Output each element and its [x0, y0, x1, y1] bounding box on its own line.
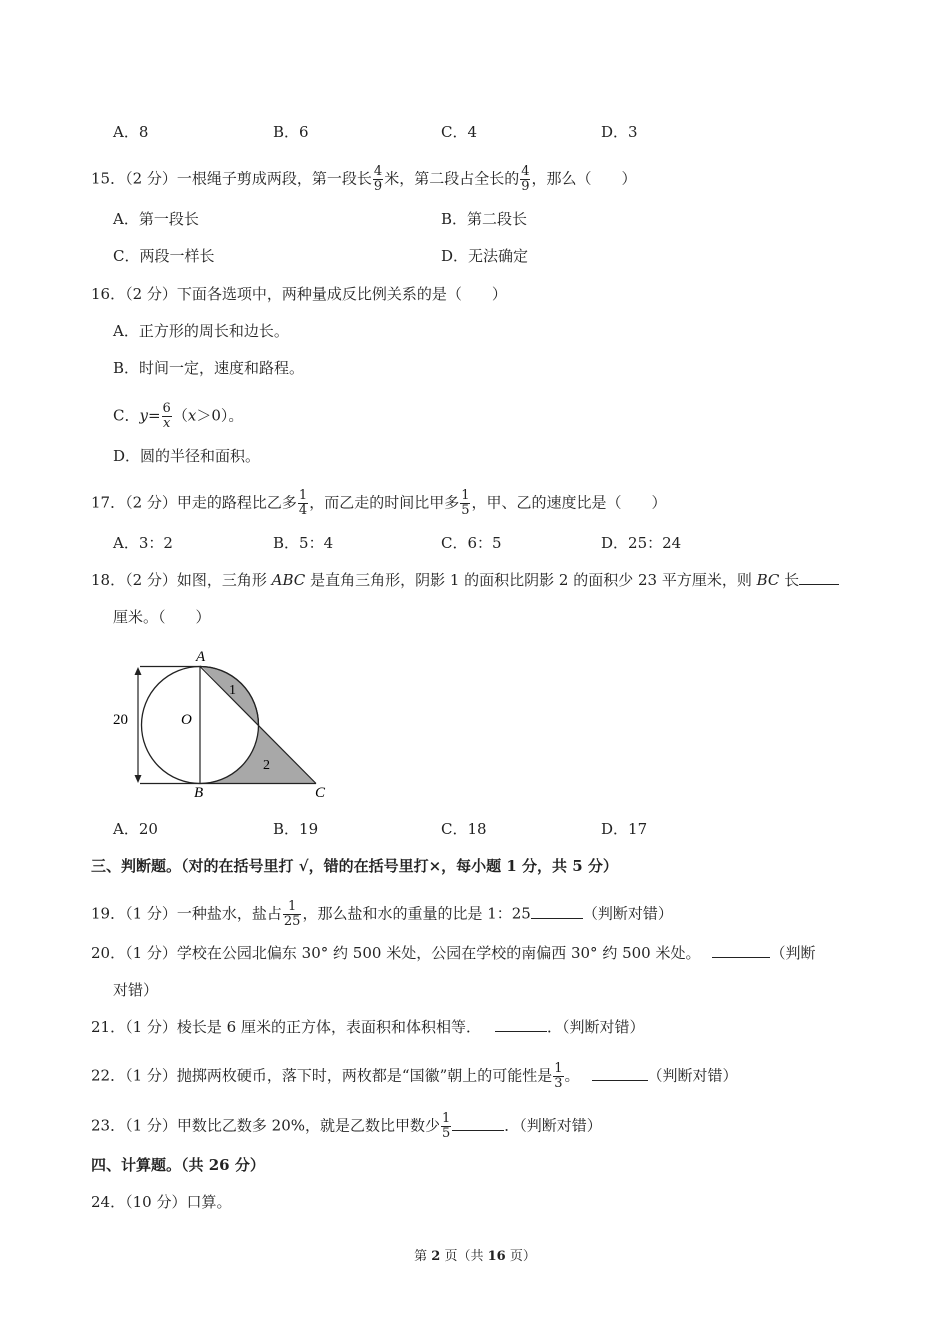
q16-c-suffix-a: （ — [172, 406, 188, 425]
q22-num: 1 — [554, 1061, 563, 1076]
q22-prefix: 22．（1 分）抛掷两枚硬币，落下时，两枚都是“国徽”朝上的可能性是 — [91, 1066, 553, 1085]
q15-f2-num: 4 — [521, 164, 530, 179]
q19-answer-blank — [531, 904, 583, 919]
q14-option-a: A．8 — [113, 123, 149, 141]
q17-prefix: 17．（2 分）甲走的路程比乙多 — [91, 493, 297, 512]
q17-suffix: ，甲、乙的速度比是（ ） — [471, 493, 667, 512]
q23-answer-blank — [452, 1116, 504, 1131]
footer-pre: 第 — [414, 1249, 432, 1264]
q14-option-d: D．3 — [601, 123, 638, 141]
q18-option-c: C．18 — [441, 820, 487, 838]
q22-tail: （判断对错） — [647, 1066, 738, 1085]
q16-c-num: 6 — [162, 401, 171, 416]
q16-option-d: D．圆的半径和面积。 — [113, 447, 261, 465]
footer-mid: 页（共 — [440, 1249, 488, 1264]
q15-f1-den: 9 — [373, 179, 383, 194]
section-4-heading: 四、计算题。（共 26 分） — [91, 1156, 265, 1174]
q20-answer-blank — [712, 943, 770, 958]
q15-option-c: C．两段一样长 — [113, 247, 215, 265]
label-1: 1 — [229, 683, 236, 698]
q22-suffix: 。 — [564, 1066, 580, 1085]
label-a: A — [196, 649, 206, 665]
q17-stem — [91, 489, 667, 518]
q23-stem — [91, 1112, 602, 1141]
label-c: C — [315, 785, 326, 801]
q23-prefix: 23．（1 分）甲数比乙数多 20%，就是乙数比甲数少 — [91, 1116, 441, 1135]
q15-fraction-2 — [520, 165, 530, 194]
q17-f1-den: 4 — [298, 503, 308, 518]
q19-num: 1 — [283, 900, 302, 915]
page-footer — [0, 1245, 950, 1264]
q18-mid: 是直角三角形，阴影 1 的面积比阴影 2 的面积少 23 平方厘米，则 — [305, 571, 757, 589]
q18-option-b: B．19 — [273, 820, 319, 838]
section-3-heading: 三、判断题。（对的在括号里打 √，错的在括号里打×，每小题 1 分，共 5 分） — [91, 857, 618, 875]
q22-den: 3 — [554, 1076, 563, 1091]
arrow-up-icon — [135, 667, 142, 675]
q21-tail: ．（判断对错） — [546, 1018, 645, 1036]
q20-tail: （判断 — [770, 944, 816, 962]
q15-prefix: 15．（2 分）一根绳子剪成两段，第一段长 — [91, 169, 372, 188]
q24-stem: 24．（10 分）口算。 — [91, 1193, 232, 1211]
q14-option-b: B．6 — [273, 123, 309, 141]
label-2: 2 — [263, 758, 270, 773]
q17-f2-num: 1 — [461, 488, 470, 503]
q17-fraction-1 — [298, 489, 308, 518]
q19-suffix: ，那么盐和水的重量的比是 1：25 — [302, 904, 531, 923]
q15-option-b: B．第二段长 — [441, 210, 528, 228]
q16-c-x: x — [187, 406, 197, 425]
q15-suffix: ，那么（ ） — [531, 169, 637, 188]
q18-option-d: D．17 — [601, 820, 648, 838]
q19-tail: （判断对错） — [582, 904, 673, 923]
q17-option-d: D．25：24 — [601, 534, 682, 552]
footer-total-pages: 16 — [487, 1249, 506, 1264]
q17-fraction-2 — [460, 489, 470, 518]
q16-option-a: A．正方形的周长和边长。 — [113, 322, 289, 340]
q18-stem-line2: 厘米。（ ） — [113, 608, 211, 626]
q16-stem: 16．（2 分）下面各选项中，两种量成反比例关系的是（ ） — [91, 285, 507, 303]
label-o: O — [181, 712, 192, 728]
q18-stem — [91, 570, 839, 590]
q23-fraction — [441, 1112, 451, 1141]
q22-stem — [91, 1062, 738, 1091]
q20-text: 20．（1 分）学校在公园北偏东 30° 约 500 米处，公园在学校的南偏西 30° 约 500 米处。 — [91, 944, 701, 962]
q23-tail: ．（判断对错） — [504, 1116, 602, 1135]
q17-f2-den: 5 — [461, 503, 470, 518]
q15-mid: 米，第二段占全长的 — [384, 169, 520, 188]
q15-f2-den: 9 — [521, 179, 530, 194]
arrow-down-icon — [135, 775, 142, 783]
q17-option-c: C．6：5 — [441, 534, 502, 552]
q15-f1-num: 4 — [373, 164, 383, 179]
label-20: 20 — [113, 712, 128, 728]
q21-stem — [91, 1017, 645, 1037]
footer-page-number: 2 — [431, 1249, 441, 1264]
q16-c-y: y — [139, 406, 148, 425]
q19-fraction — [283, 900, 302, 929]
q16-c-prefix: C． — [113, 406, 140, 425]
q19-stem — [91, 900, 673, 929]
q16-c-eq: = — [147, 406, 161, 425]
label-b: B — [194, 785, 204, 801]
q17-mid: ，而乙走的时间比甲多 — [309, 493, 460, 512]
q18-abc: ABC — [271, 571, 306, 589]
q21-answer-blank — [495, 1017, 547, 1032]
q18-bc: BC — [756, 571, 780, 589]
footer-post: 页） — [505, 1249, 536, 1264]
q17-option-b: B．5：4 — [273, 534, 334, 552]
q15-fraction-1 — [373, 165, 383, 194]
q18-pre: 18．（2 分）如图，三角形 — [91, 571, 272, 589]
q16-option-c — [113, 402, 243, 431]
q14-option-c: C．4 — [441, 123, 478, 141]
q16-c-suffix-b: ＞0）。 — [196, 406, 244, 425]
q15-option-a: A．第一段长 — [113, 210, 199, 228]
q16-c-den: x — [163, 416, 171, 431]
q19-den: 25 — [283, 914, 301, 929]
q15-option-d: D．无法确定 — [441, 247, 529, 265]
q18-post: 长 — [779, 571, 800, 589]
q18-figure — [105, 640, 345, 810]
q23-num: 1 — [442, 1111, 451, 1126]
q18-option-a: A．20 — [113, 820, 158, 838]
q22-answer-blank — [592, 1066, 648, 1081]
q22-fraction — [553, 1062, 563, 1091]
q20-stem-line2: 对错） — [113, 981, 159, 999]
q17-f1-num: 1 — [298, 488, 308, 503]
q15-stem — [91, 165, 637, 194]
q19-prefix: 19．（1 分）一种盐水，盐占 — [91, 904, 282, 923]
q17-option-a: A．3：2 — [113, 534, 173, 552]
q16-option-b: B．时间一定，速度和路程。 — [113, 359, 305, 377]
q23-den: 5 — [442, 1126, 451, 1141]
q20-stem — [91, 943, 816, 963]
q21-text: 21．（1 分）棱长是 6 厘米的正方体，表面积和体积相等． — [91, 1018, 481, 1036]
q16-c-fraction — [162, 402, 172, 431]
q18-answer-blank — [799, 570, 839, 585]
